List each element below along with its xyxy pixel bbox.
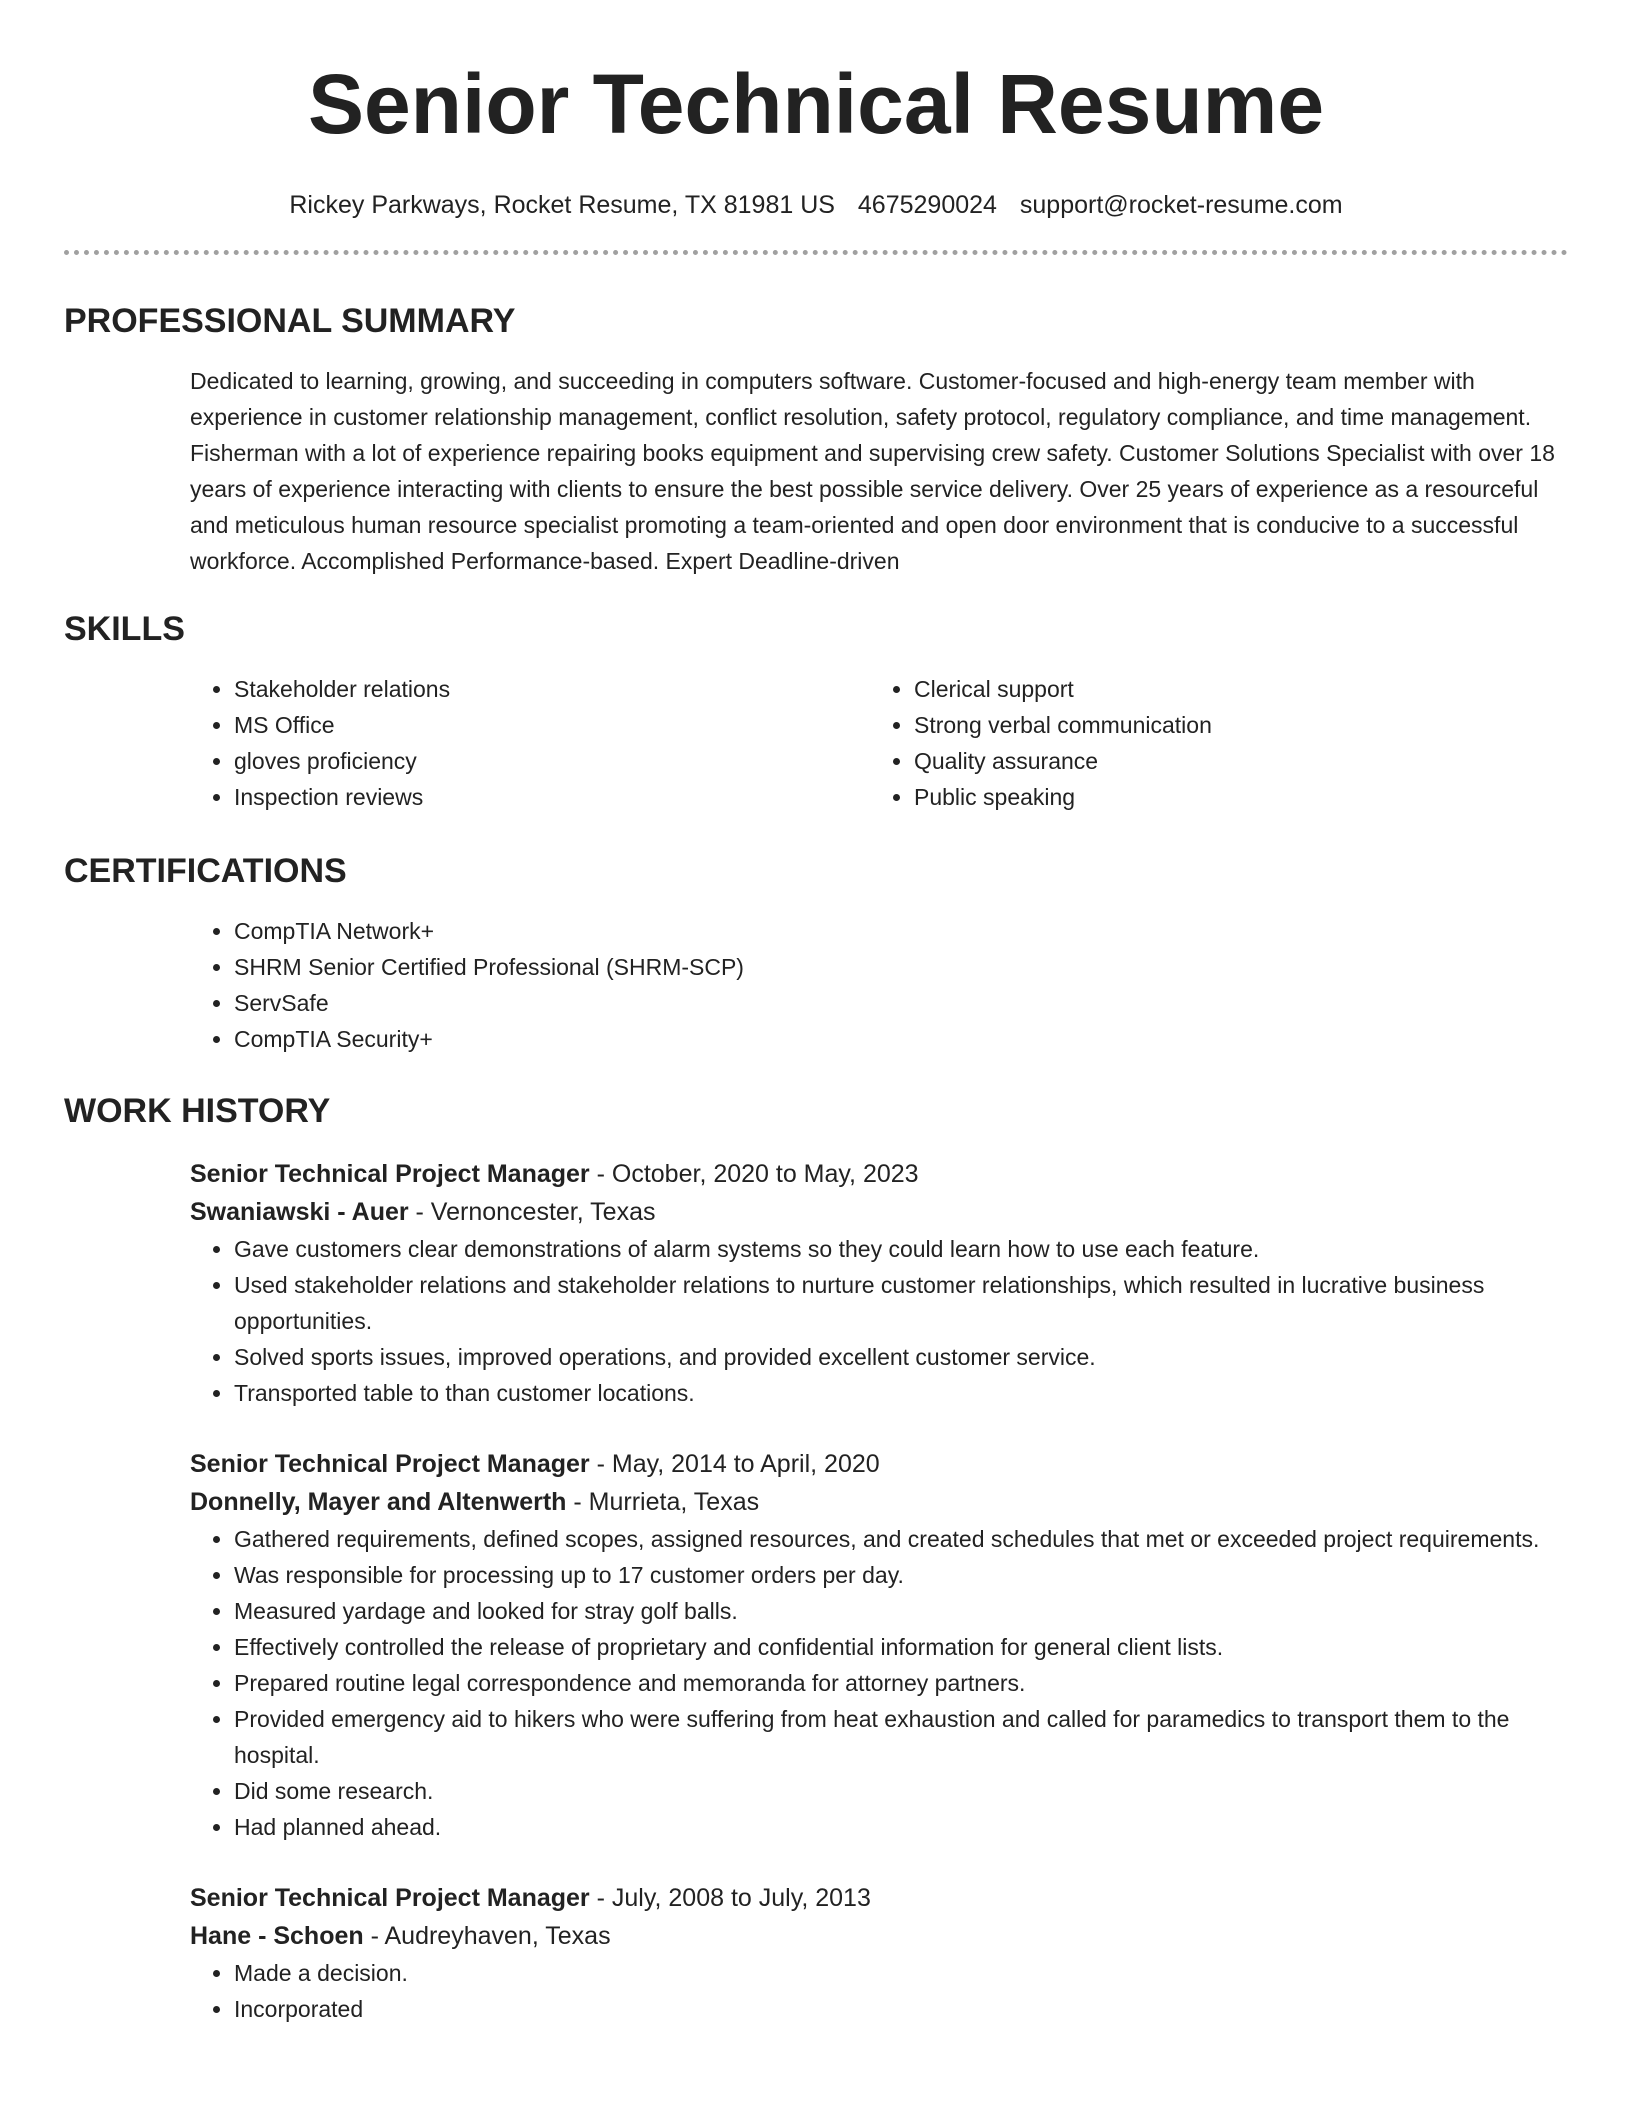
job-company-line <box>190 1193 1568 1231</box>
job-title: Senior Technical Project Manager <box>190 1450 590 1478</box>
job-bullet: • Made a decision. <box>234 1955 1568 1991</box>
job-bullet: • Transported table to than customer locations. <box>234 1375 1568 1411</box>
skills-column-left <box>190 671 870 815</box>
job-entry <box>190 1879 1568 2027</box>
section-heading-summary: PROFESSIONAL SUMMARY <box>64 302 516 340</box>
header-divider <box>64 250 1568 255</box>
certification-item: • CompTIA Security+ <box>234 1021 1568 1057</box>
job-bullet: • Provided emergency aid to hikers who were suffering from heat exhaustion and called for paramedics to transport them to the hospital. <box>234 1701 1568 1773</box>
job-bullets <box>190 1231 1568 1411</box>
job-bullet: • Had planned ahead. <box>234 1809 1568 1845</box>
work-history <box>190 1155 1568 2027</box>
skills-list <box>190 671 1568 815</box>
job-location: - Vernoncester, Texas <box>408 1198 656 1226</box>
job-bullet: • Measured yardage and looked for stray golf balls. <box>234 1593 1568 1629</box>
job-title-line <box>190 1445 1568 1483</box>
summary-text: Dedicated to learning, growing, and succeeding in computers software. Customer-focused and high-energy team member with experience in customer relationship management, conflict resolution, safety protocol, regulatory compliance, and time management. Fisherman with a lot of experience repairing books equipment and supervising crew safety. Customer Solutions Specialist with over 18 years of experience interacting with clients to ensure the best possible service delivery. Over 25 years of experience as a resourceful and meticulous human resource specialist promoting a team-oriented and open door environment that is conducive to a successful workforce. Accomplished Performance-based. Expert Deadline-driven <box>190 368 1555 574</box>
job-bullets <box>190 1521 1568 1845</box>
certification-item: • CompTIA Network+ <box>234 913 1568 949</box>
job-bullet: • Was responsible for processing up to 17 customer orders per day. <box>234 1557 1568 1593</box>
contact-line <box>64 190 1568 220</box>
skill-item: • Stakeholder relations <box>234 671 870 707</box>
job-entry <box>190 1445 1568 1845</box>
job-company: Donnelly, Mayer and Altenwerth <box>190 1488 567 1516</box>
job-dates: - May, 2014 to April, 2020 <box>589 1450 880 1478</box>
skill-item: • MS Office <box>234 707 870 743</box>
section-heading-certifications: CERTIFICATIONS <box>64 852 347 890</box>
contact-address: Rickey Parkways, Rocket Resume, TX 81981 US <box>289 191 835 219</box>
section-heading-skills: SKILLS <box>64 610 185 648</box>
job-bullet: • Gathered requirements, defined scopes, assigned resources, and created schedules that met or exceeded project requirements. <box>234 1521 1568 1557</box>
job-company-line <box>190 1483 1568 1521</box>
skill-item: • gloves proficiency <box>234 743 870 779</box>
certification-item: • ServSafe <box>234 985 1568 1021</box>
job-title-line <box>190 1155 1568 1193</box>
job-dates: - October, 2020 to May, 2023 <box>589 1160 919 1188</box>
job-title: Senior Technical Project Manager <box>190 1160 590 1188</box>
job-bullet: • Incorporated <box>234 1991 1568 2027</box>
job-company: Hane - Schoen <box>190 1922 364 1950</box>
job-bullet: • Solved sports issues, improved operations, and provided excellent customer service. <box>234 1339 1568 1375</box>
job-bullet: • Did some research. <box>234 1773 1568 1809</box>
job-title: Senior Technical Project Manager <box>190 1884 590 1912</box>
job-title-line <box>190 1879 1568 1917</box>
job-bullet: • Used stakeholder relations and stakeholder relations to nurture customer relationships, which resulted in lucrative business opportunities. <box>234 1267 1568 1339</box>
skill-item: • Public speaking <box>914 779 1550 815</box>
resume-header <box>64 0 1568 220</box>
skill-item: • Strong verbal communication <box>914 707 1550 743</box>
contact-phone: 4675290024 <box>857 191 997 219</box>
job-bullet: • Effectively controlled the release of proprietary and confidential information for general client lists. <box>234 1629 1568 1665</box>
job-bullet: • Prepared routine legal correspondence and memoranda for attorney partners. <box>234 1665 1568 1701</box>
job-bullet: • Gave customers clear demonstrations of alarm systems so they could learn how to use each feature. <box>234 1231 1568 1267</box>
section-heading-work-history: WORK HISTORY <box>64 1092 331 1130</box>
job-location: - Audreyhaven, Texas <box>363 1922 611 1950</box>
job-bullets <box>190 1955 1568 2027</box>
skill-item: • Inspection reviews <box>234 779 870 815</box>
certifications-list <box>190 913 1568 1057</box>
job-entry <box>190 1155 1568 1411</box>
job-dates: - July, 2008 to July, 2013 <box>589 1884 871 1912</box>
certification-item: • SHRM Senior Certified Professional (SHRM-SCP) <box>234 949 1568 985</box>
job-company: Swaniawski - Auer <box>190 1198 409 1226</box>
job-company-line <box>190 1917 1568 1955</box>
contact-email: support@rocket-resume.com <box>1019 191 1343 219</box>
skill-item: • Clerical support <box>914 671 1550 707</box>
skills-column-right <box>870 671 1550 815</box>
job-location: - Murrieta, Texas <box>566 1488 760 1516</box>
skill-item: • Quality assurance <box>914 743 1550 779</box>
resume-title: Senior Technical Resume <box>307 57 1325 151</box>
